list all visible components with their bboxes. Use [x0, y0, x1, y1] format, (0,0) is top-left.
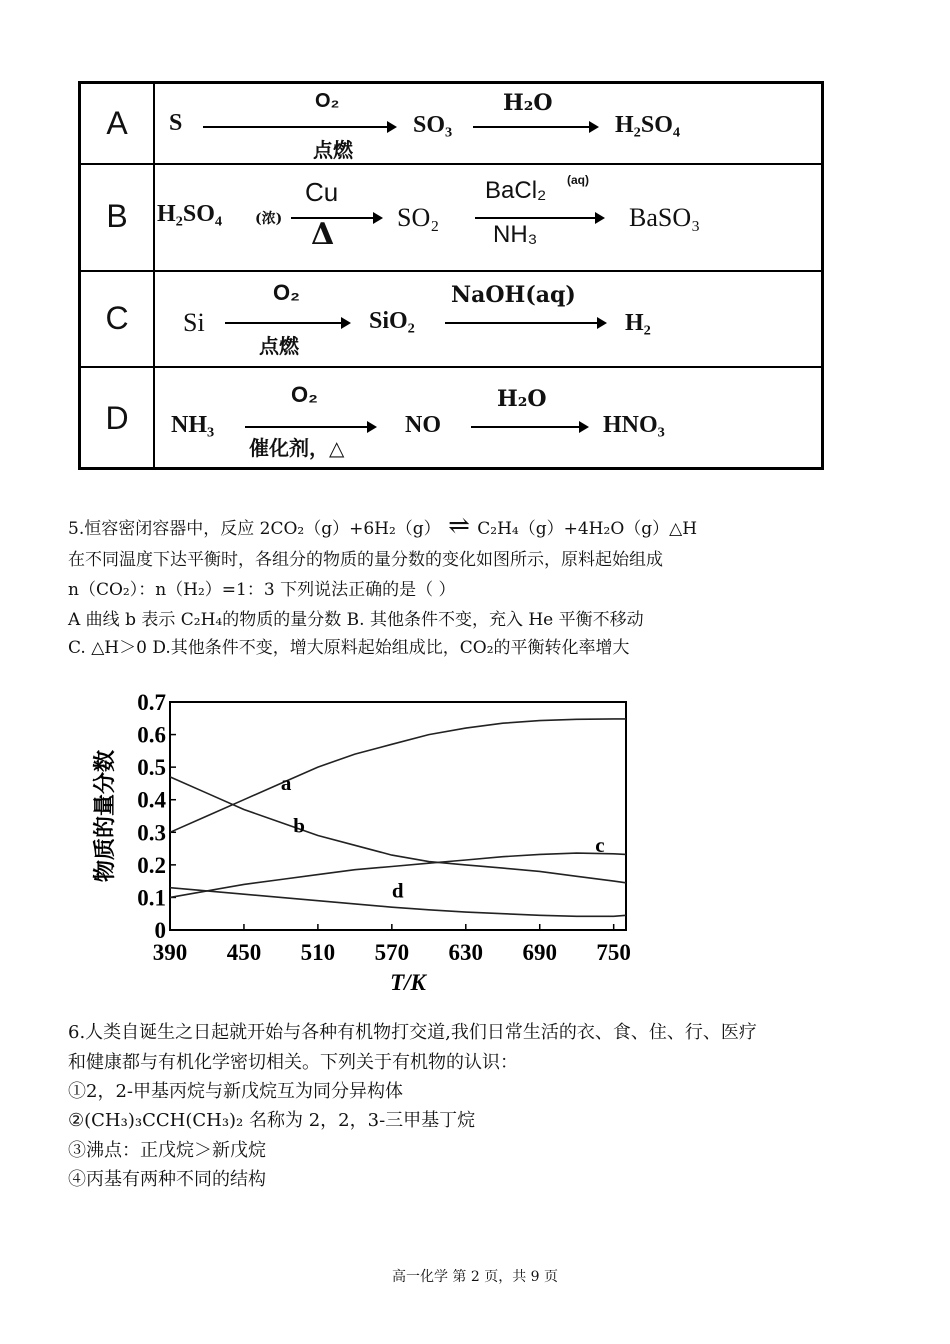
- y-tick-label: 0: [154, 918, 166, 943]
- x-tick-label: 630: [448, 940, 484, 965]
- intermediate: SiO₂: [369, 308, 415, 334]
- reaction-table: [78, 81, 824, 470]
- condition-top: H₂O: [503, 90, 553, 116]
- arrow: [203, 126, 395, 128]
- condition-top: BaCl₂: [485, 177, 547, 204]
- arrow: [291, 217, 381, 219]
- y-tick-label: 0.4: [137, 787, 166, 813]
- page-footer: 高一化学 第 2 页，共 9 页: [391, 1269, 559, 1285]
- q6-item4: ④丙基有两种不同的结构: [68, 1169, 266, 1190]
- series-label-c: c: [595, 832, 605, 857]
- condition-bottom: 催化剂，△: [249, 436, 345, 460]
- condition-bottom: 点燃: [313, 138, 353, 162]
- reactant: Si: [183, 308, 205, 337]
- x-tick-label: 750: [596, 940, 631, 965]
- arrow: [471, 426, 587, 428]
- q6-item1: ①2，2-甲基丙烷与新戊烷互为同分异构体: [68, 1081, 403, 1102]
- x-tick-label: 510: [300, 940, 336, 965]
- q5-option-cd: C. △H＞0 D.其他条件不变，增大原料起始组成比，CO₂的平衡转化率增大: [68, 638, 630, 658]
- table-row: [81, 84, 821, 165]
- q5-line1-b: C₂H₄（g）+4H₂O（g）△H: [477, 519, 698, 539]
- arrow: [445, 322, 605, 324]
- x-tick-label: 450: [226, 940, 262, 965]
- q5-line3: n（CO₂）：n（H₂）=1：3 下列说法正确的是（ ）: [68, 580, 456, 600]
- y-tick-label: 0.3: [137, 820, 166, 846]
- condition-top: O₂: [273, 280, 300, 305]
- intermediate: SO₂: [397, 203, 440, 232]
- arrow: [225, 322, 349, 324]
- row-label: A: [81, 84, 155, 163]
- row-label: B: [81, 163, 155, 270]
- table-row: [81, 366, 821, 470]
- intermediate: NO: [405, 412, 441, 438]
- x-axis-label: T/K: [390, 970, 426, 995]
- condition-top: Cu: [305, 177, 339, 207]
- x-tick-label: 390: [152, 940, 188, 965]
- y-tick-label: 0.2: [137, 852, 166, 878]
- q6-line1: 6.人类自诞生之日起就开始与各种有机物打交道,我们日常生活的衣、食、住、行、医疗: [68, 1022, 757, 1043]
- q5-line2: 在不同温度下达平衡时，各组分的物质的量分数的变化如图所示，原料起始组成: [68, 550, 663, 570]
- q6-item3: ③沸点：正戊烷＞新戊烷: [68, 1140, 266, 1161]
- mole-fraction-chart: [88, 690, 648, 1000]
- y-tick-label: 0.1: [137, 885, 166, 911]
- arrow: [475, 217, 603, 219]
- product: HNO₃: [603, 412, 665, 438]
- condition-top: O₂: [291, 382, 318, 407]
- q6-item2: ②(CH₃)₃CCH(CH₃)₂ 名称为 2，2，3-三甲基丁烷: [68, 1110, 476, 1131]
- reactant: S: [169, 110, 183, 136]
- row-label: C: [81, 270, 155, 366]
- arrow: [245, 426, 375, 428]
- condition-top: O₂: [315, 90, 340, 112]
- x-tick-label: 690: [522, 940, 557, 965]
- condition-top: NaOH(aq): [451, 282, 576, 308]
- q5-line1: [68, 511, 698, 541]
- reactant: NH₃: [171, 412, 215, 438]
- reactant: H₂SO₄: [157, 201, 223, 227]
- condition-bottom: NH₃: [493, 221, 538, 248]
- y-tick-label: 0.5: [137, 755, 166, 781]
- q6-line2: 和健康都与有机化学密切相关。下列关于有机物的认识：: [68, 1052, 518, 1073]
- arrow: [473, 126, 597, 128]
- y-axis-label: 物质的量分数: [92, 749, 118, 883]
- series-label-b: b: [293, 813, 305, 838]
- y-tick-label: 0.7: [137, 690, 166, 715]
- q5-option-ab: A 曲线 b 表示 C₂H₄的物质的量分数 B. 其他条件不变，充入 He 平衡不移动: [68, 610, 644, 630]
- row-label: D: [81, 366, 155, 470]
- intermediate: SO₃: [413, 112, 453, 138]
- reactant-note: (浓): [255, 211, 283, 227]
- product: H₂: [625, 310, 651, 336]
- condition-bottom: 点燃: [259, 334, 299, 358]
- table-row: [81, 270, 821, 368]
- condition-top-sup: (aq): [567, 173, 589, 187]
- equilibrium-sign: ⇌: [448, 511, 470, 541]
- condition-top: H₂O: [497, 386, 547, 412]
- product: H₂SO₄: [615, 112, 681, 138]
- y-tick-label: 0.6: [137, 722, 166, 748]
- q5-line1-a: 5.恒容密闭容器中，反应 2CO₂（g）+6H₂（g）: [68, 519, 441, 539]
- x-tick-label: 570: [374, 940, 410, 965]
- condition-bottom: Δ: [311, 217, 335, 252]
- table-row: [81, 163, 821, 272]
- product: BaSO₃: [629, 203, 701, 232]
- series-label-d: d: [391, 878, 404, 903]
- series-label-a: a: [280, 770, 292, 795]
- series-line-a: [170, 719, 626, 832]
- series-line-b: [170, 777, 626, 883]
